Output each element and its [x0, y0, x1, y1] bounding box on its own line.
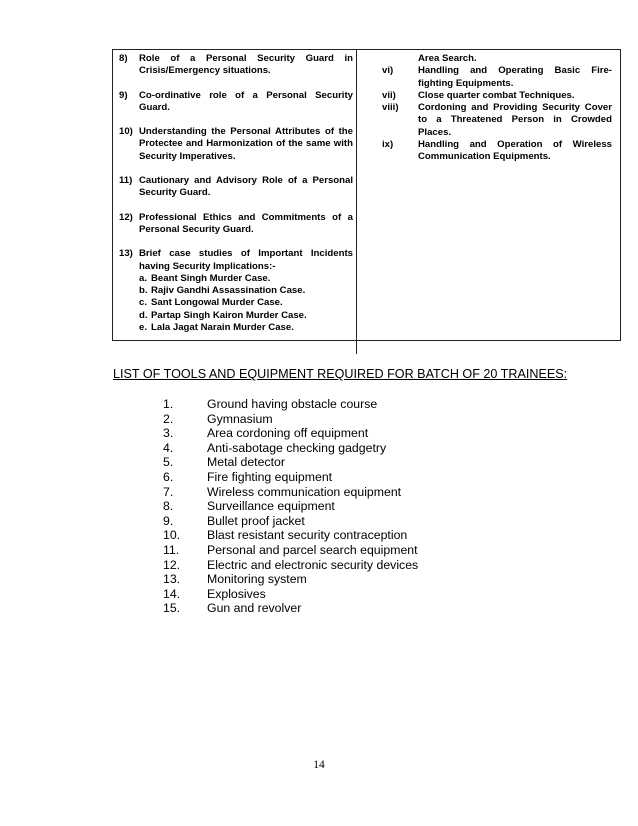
tool-text: Explosives [207, 586, 266, 601]
item-number: 12) [119, 211, 133, 223]
item-number: vi) [382, 65, 394, 77]
syllabus-item [382, 90, 612, 102]
tool-text: Bullet proof jacket [207, 513, 305, 528]
item-text: Handling and Operation of Wireless Communication Equipments. [418, 139, 612, 163]
case-letter: e. [139, 322, 148, 334]
item-number: 8) [119, 53, 128, 64]
item-text: Cordoning and Providing Security Cover to a Threatened Person in Crowded Places. [418, 102, 612, 138]
tool-number: 6. [163, 469, 174, 484]
tool-text: Monitoring system [207, 572, 307, 587]
tool-text: Ground having obstacle course [207, 397, 378, 411]
item-text: Close quarter combat Techniques. [418, 89, 575, 101]
case-study-item [139, 273, 353, 285]
case-study-item [139, 297, 353, 309]
list-item [163, 426, 463, 441]
case-text: Sant Longowal Murder Case. [151, 297, 283, 309]
syllabus-item [382, 65, 612, 90]
list-item [163, 558, 463, 573]
left-column [119, 53, 353, 346]
case-letter: b. [139, 285, 148, 297]
tool-text: Surveillance equipment [207, 499, 335, 514]
item-number: 13) [119, 248, 133, 260]
tool-number: 3. [163, 426, 174, 441]
tool-number: 2. [163, 411, 174, 426]
tools-list [163, 397, 463, 616]
tool-number: 13. [163, 572, 181, 587]
tool-text: Gymnasium [207, 411, 273, 426]
item-text: Professional Ethics and Commitments of a Personal Security Guard. [139, 211, 353, 235]
tool-text: Wireless communication equipment [207, 484, 402, 499]
case-study-item [139, 310, 353, 322]
tool-text: Area cordoning off equipment [207, 426, 369, 441]
tool-text: Gun and revolver [207, 601, 302, 616]
syllabus-item [382, 139, 612, 164]
tool-number: 11. [163, 542, 180, 557]
list-item [163, 397, 463, 412]
list-item [163, 572, 463, 587]
case-text: Lala Jagat Narain Murder Case. [151, 322, 294, 334]
list-item [163, 412, 463, 427]
case-study-item [139, 322, 353, 334]
tool-number: 14. [163, 586, 181, 601]
tool-text: Anti-sabotage checking gadgetry [207, 440, 387, 455]
case-text: Rajiv Gandhi Assassination Case. [151, 285, 306, 297]
case-study-list [139, 273, 353, 334]
list-item [163, 543, 463, 558]
tool-text: Electric and electronic security devices [207, 557, 419, 572]
item-number: 9) [119, 89, 128, 101]
tool-text: Blast resistant security contraception [207, 528, 408, 543]
list-item [163, 587, 463, 602]
list-item [163, 470, 463, 485]
case-letter: c. [139, 297, 148, 309]
syllabus-item [119, 90, 353, 115]
syllabus-item [119, 126, 353, 163]
syllabus-item [119, 212, 353, 237]
list-item [163, 485, 463, 500]
tool-number: 4. [163, 440, 174, 455]
case-letter: a. [139, 272, 148, 284]
item-text: Cautionary and Advisory Role of a Personal Security Guard. [139, 175, 353, 199]
item-text-with-subitems [139, 248, 353, 334]
item-text: Role of a Personal Security Guard in Crisis/Emergency situations. [139, 53, 353, 77]
column-divider [356, 49, 357, 354]
tool-number: 7. [163, 484, 174, 499]
tools-heading: LIST OF TOOLS AND EQUIPMENT REQUIRED FOR BATCH OF 20 TRAINEES: [113, 367, 568, 381]
list-item [163, 601, 463, 616]
tool-text: Personal and parcel search equipment [207, 542, 418, 557]
syllabus-item [382, 102, 612, 139]
item-number: 10) [119, 126, 133, 138]
tool-number: 8. [163, 499, 174, 514]
syllabus-item [119, 175, 353, 200]
case-study-item [139, 285, 353, 297]
tool-text: Metal detector [207, 455, 285, 470]
item-number: viii) [382, 102, 399, 114]
tool-number: 5. [163, 455, 174, 470]
list-item [163, 455, 463, 470]
item-number: ix) [382, 139, 394, 151]
tool-text: Fire fighting equipment [207, 469, 333, 484]
item-text: Understanding the Personal Attributes of the Protectee and Harmonization of the same with Security Imperatives. [139, 126, 353, 162]
item-number: 11) [119, 175, 133, 187]
continued-text: Area Search. [418, 53, 477, 64]
list-item [163, 528, 463, 543]
list-item [163, 514, 463, 529]
case-text: Beant Singh Murder Case. [151, 272, 271, 284]
tool-number: 1. [163, 397, 174, 411]
list-item [163, 499, 463, 514]
syllabus-item [119, 248, 353, 334]
item-text: Co-ordinative role of a Personal Security Guard. [139, 89, 353, 113]
item-text: Handling and Operating Basic Fire-fighting Equipments. [418, 65, 612, 89]
tool-number: 15. [163, 601, 181, 616]
item-text: Brief case studies of Important Incidents having Security Implications:- [139, 248, 353, 272]
tool-number: 9. [163, 513, 174, 528]
page-number: 14 [313, 759, 325, 771]
list-item [163, 441, 463, 456]
item-number: vii) [382, 89, 396, 101]
tool-number: 12. [163, 557, 181, 572]
syllabus-item [119, 53, 353, 78]
case-letter: d. [139, 309, 148, 321]
syllabus-table [112, 49, 621, 341]
case-text: Partap Singh Kairon Murder Case. [151, 309, 307, 321]
right-column [382, 53, 612, 164]
tool-number: 10. [163, 528, 181, 543]
